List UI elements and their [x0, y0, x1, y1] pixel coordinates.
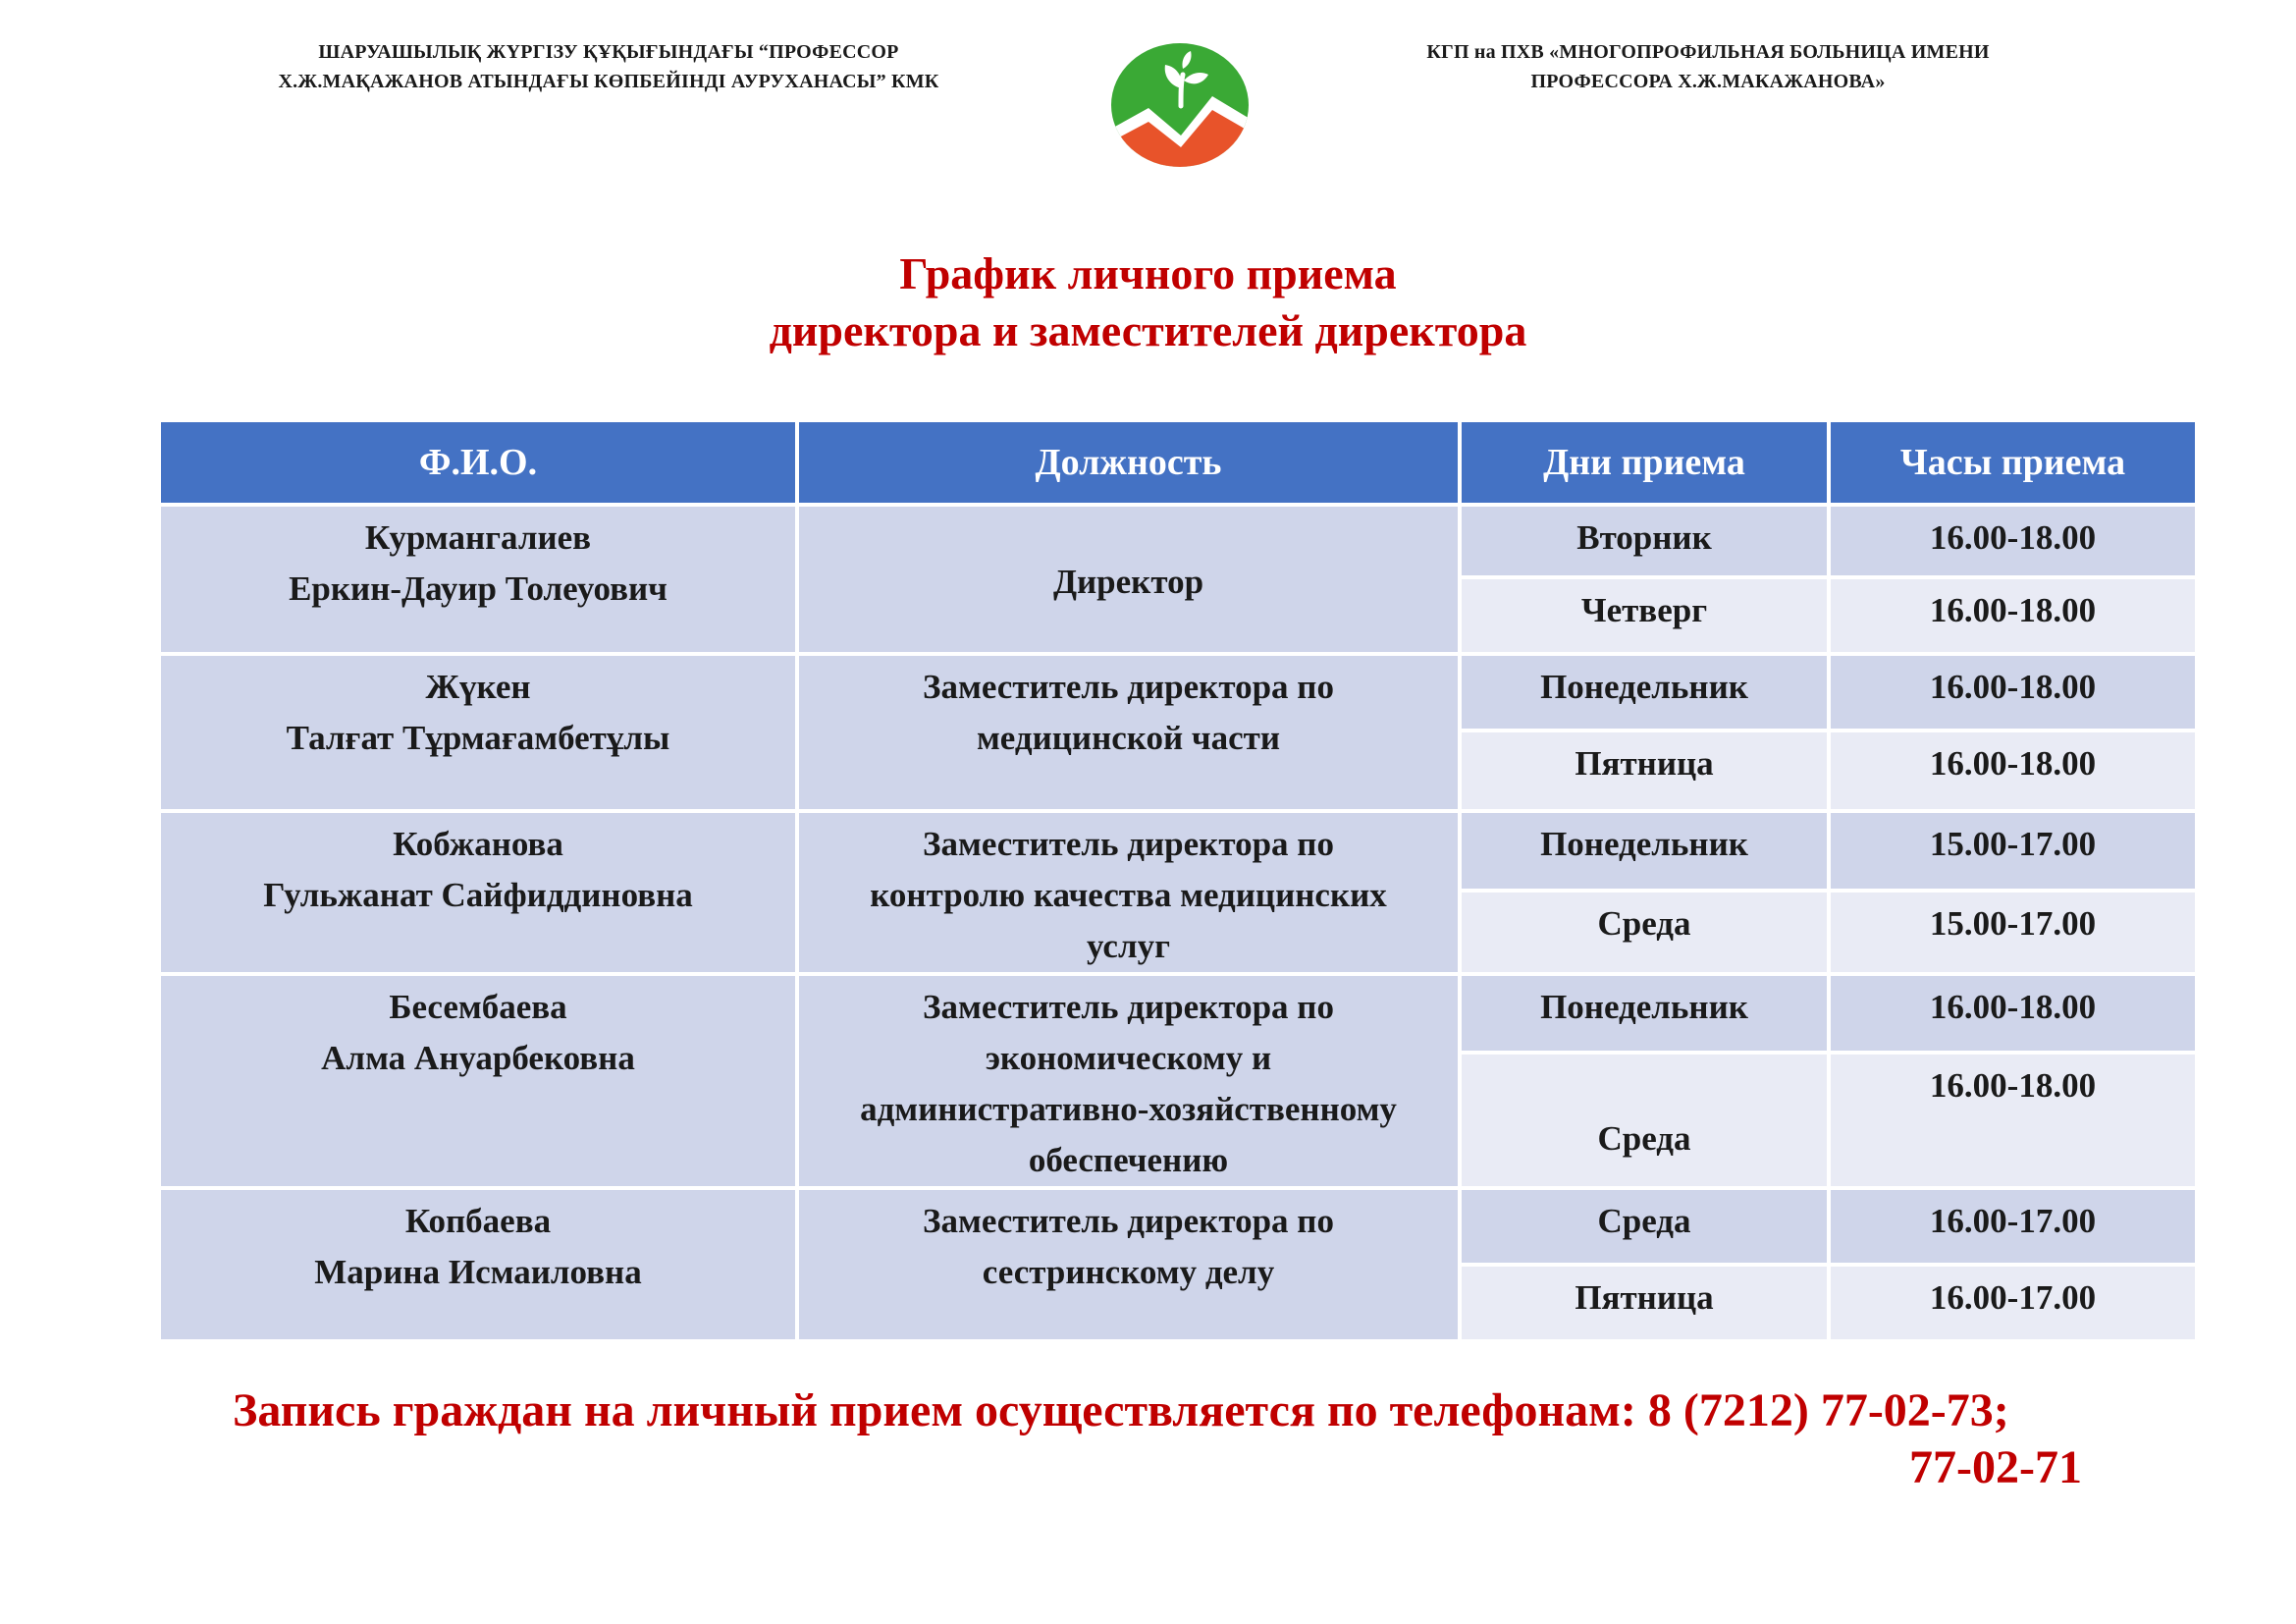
footer-phone-number: 77-02-71	[1909, 1441, 2082, 1493]
position-line: административно-хозяйственному	[860, 1090, 1397, 1128]
position-cell	[797, 811, 1460, 974]
position-line: Заместитель директора по	[923, 668, 1334, 706]
header-left-kazakh	[167, 37, 1050, 96]
column-header-position: Должность	[797, 420, 1460, 505]
header-left-line: ШАРУАШЫЛЫҚ ЖҮРГІЗУ ҚҰҚЫҒЫНДАҒЫ “ПРОФЕССОР	[318, 41, 899, 63]
position-line: обеспечению	[1028, 1141, 1229, 1179]
reception-hours: 16.00-18.00	[1829, 731, 2197, 811]
footer-text: Запись граждан на личный прием осуществляется по телефонам: 8 (7212) 77-02-73;	[233, 1384, 2009, 1436]
column-header-hours: Часы приема	[1829, 420, 2197, 505]
header-right-line: КГП на ПХВ «МНОГОПРОФИЛЬНАЯ БОЛЬНИЦА ИМЕНИ	[1426, 41, 1990, 63]
person-given-name: Гульжанат Сайфиддиновна	[263, 876, 693, 914]
reception-day: Вторник	[1460, 505, 1829, 577]
position-cell	[797, 654, 1460, 811]
reception-day: Пятница	[1460, 1265, 1829, 1341]
person-given-name: Марина Исмаиловна	[314, 1253, 642, 1291]
reception-day: Среда	[1460, 891, 1829, 974]
column-header-days: Дни приема	[1460, 420, 1829, 505]
header-left-line: Х.Ж.МАҚАЖАНОВ АТЫНДАҒЫ КӨПБЕЙІНДІ АУРУХАНАСЫ” КМК	[278, 71, 939, 92]
reception-day: Четверг	[1460, 577, 1829, 654]
person-surname: Курмангалиев	[364, 518, 592, 557]
person-name-cell	[159, 505, 797, 654]
table-row	[159, 654, 2197, 731]
table-header-row	[159, 420, 2197, 505]
reception-hours: 16.00-18.00	[1829, 974, 2197, 1053]
position-line: Заместитель директора по	[923, 1202, 1334, 1240]
reception-hours: 15.00-17.00	[1829, 891, 2197, 974]
position-line: Заместитель директора по	[923, 825, 1334, 863]
position-line: медицинской части	[976, 719, 1281, 757]
reception-hours: 16.00-18.00	[1829, 1053, 2197, 1188]
reception-hours: 16.00-18.00	[1829, 577, 2197, 654]
person-surname: Кобжанова	[393, 825, 563, 863]
person-given-name: Талғат Тұрмағамбетұлы	[286, 719, 670, 757]
position-line: экономическому и	[985, 1039, 1272, 1077]
position-line: Заместитель директора по	[923, 988, 1334, 1026]
position-cell	[797, 974, 1460, 1188]
table-row	[159, 505, 2197, 577]
page-title	[0, 245, 2296, 359]
reception-hours: 16.00-17.00	[1829, 1265, 2197, 1341]
reception-day: Понедельник	[1460, 974, 1829, 1053]
page-title-line: График личного приема	[899, 248, 1397, 298]
reception-hours: 16.00-18.00	[1829, 654, 2197, 731]
position-cell	[797, 505, 1460, 654]
position-line: услуг	[1087, 927, 1170, 965]
person-surname: Жүкен	[425, 668, 531, 706]
table-row	[159, 1188, 2197, 1265]
position-line: сестринскому делу	[982, 1253, 1275, 1291]
reception-hours: 15.00-17.00	[1829, 811, 2197, 891]
person-given-name: Алма Ануарбековна	[321, 1039, 635, 1077]
reception-hours: 16.00-18.00	[1829, 505, 2197, 577]
reception-day: Пятница	[1460, 731, 1829, 811]
position-line: Директор	[1052, 563, 1204, 601]
person-name-cell	[159, 811, 797, 974]
reception-day: Среда	[1460, 1188, 1829, 1265]
person-surname: Копбаева	[404, 1202, 552, 1240]
person-name-cell	[159, 654, 797, 811]
table-row	[159, 974, 2197, 1053]
page-title-line: директора и заместителей директора	[769, 305, 1527, 355]
header-right-line: ПРОФЕССОРА Х.Ж.МАКАЖАНОВА»	[1530, 71, 1886, 92]
table-row	[159, 811, 2197, 891]
header-right-russian	[1325, 37, 2091, 96]
person-surname: Бесембаева	[389, 988, 567, 1026]
hospital-logo-icon	[1104, 39, 1256, 172]
column-header-name: Ф.И.О.	[159, 420, 797, 505]
person-name-cell	[159, 1188, 797, 1341]
position-cell	[797, 1188, 1460, 1341]
position-line: контролю качества медицинских	[870, 876, 1387, 914]
reception-day: Среда	[1460, 1053, 1829, 1188]
reception-day: Понедельник	[1460, 811, 1829, 891]
reception-hours: 16.00-17.00	[1829, 1188, 2197, 1265]
reception-day: Понедельник	[1460, 654, 1829, 731]
person-name-cell	[159, 974, 797, 1188]
person-given-name: Еркин-Дауир Толеуович	[289, 569, 667, 608]
reception-schedule-table	[157, 418, 2199, 1343]
